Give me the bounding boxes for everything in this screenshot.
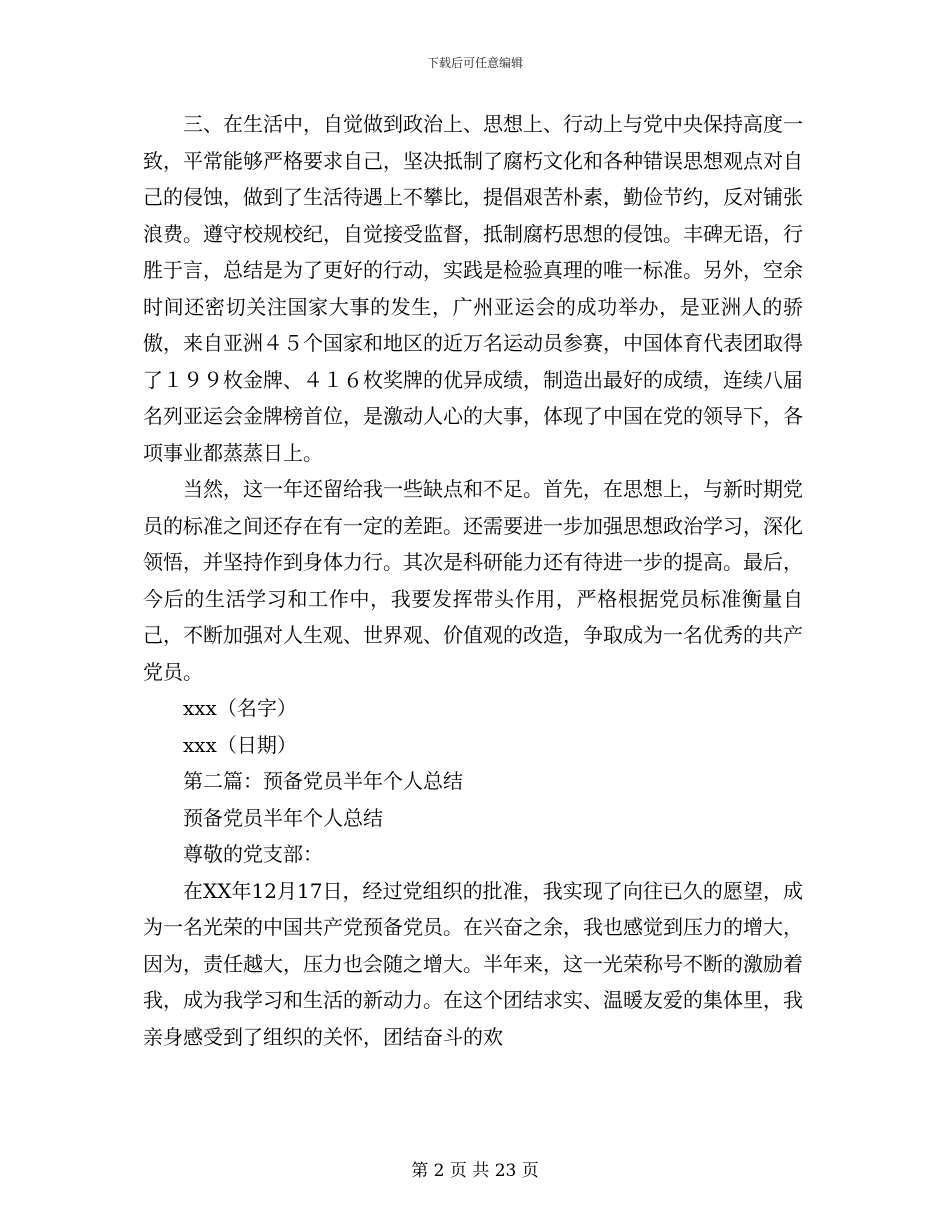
section-heading: 第二篇：预备党员半年个人总结 xyxy=(183,769,463,793)
document-body xyxy=(143,106,803,1055)
article-title: 预备党员半年个人总结 xyxy=(183,805,383,830)
salutation: 尊敬的党支部： xyxy=(183,842,323,866)
page-header: 下载后可任意编辑 xyxy=(426,56,523,70)
paragraph-political-consistency: 三、在生活中，自觉做到政治上、思想上、行动上与党中央保持高度一致，平常能够严格要求自己，坚决抵制了腐朽文化和各种错误思想观点对自己的侵蚀，做到了生活待遇上不攀比，提倡艰苦朴素，勤俭节约，反对铺张浪费。遵守校规校纪，自觉接受监督，抵制腐朽思想的侵蚀。丰碑无语，行胜于言，总结是为了更好的行动，实践是检验真理的唯一标准。另外，空余时间还密切关注国家大事的发生，广州亚运会的成功举办，是亚洲人的骄傲，来自亚洲４５个国家和地区的近万名运动员参赛，中国体育代表团取得了１９９枚金牌、４１６枚奖牌的优异成绩，制造出最好的成绩，连续八届名列亚运会金牌榜首位，是激动人心的大事，体现了中国在党的领导下，各项事业都蒸蒸日上。 xyxy=(143,112,803,465)
signature-name-line: xxx（名字） xyxy=(183,696,297,720)
page-footer: 第 2 页 共 23 页 xyxy=(411,1161,539,1181)
paragraph-shortcomings: 当然，这一年还留给我一些缺点和不足。首先，在思想上，与新时期党员的标准之间还存在有一定的差距。还需要进一步加强思想政治学习，深化领悟，并坚持作到身体力行。其次是科研能力还有待进一步的提高。最后，今后的生活学习和工作中，我要发挥带头作用，严格根据党员标准衡量自己，不断加强对人生观、世界观、价值观的改造，争取成为一名优秀的共产党员。 xyxy=(143,477,803,684)
signature-date-line: xxx（日期） xyxy=(183,732,297,757)
paragraph-approval: 在XX年12月17日，经过党组织的批准，我实现了向往已久的愿望，成为一名光荣的中国共产党预备党员。在兴奋之余，我也感觉到压力的增大，因为，责任越大，压力也会随之增大。半年来，这一光荣称号不断的激励着我，成为我学习和生活的新动力。在这个团结求实、温暖友爱的集体里，我亲身感受到了组织的关怀，团结奋斗的欢 xyxy=(143,878,803,1049)
